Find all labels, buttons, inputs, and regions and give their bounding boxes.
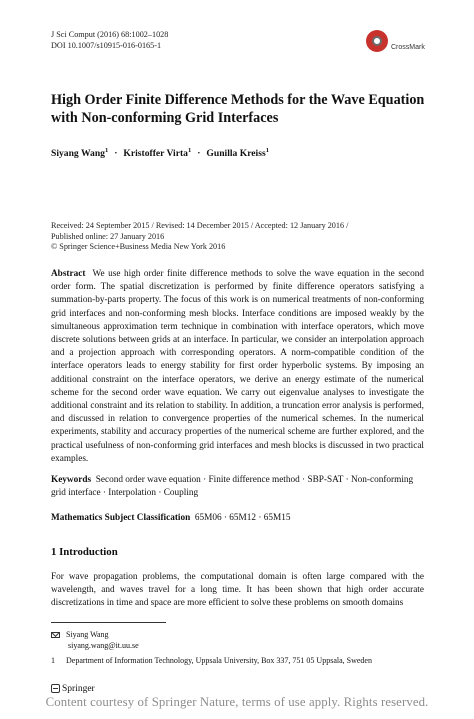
affiliation: [51, 656, 372, 667]
affiliation-number: 1: [51, 656, 55, 665]
paper-title: High Order Finite Difference Methods for the Wave Equation with Non-conforming Grid Interfaces: [51, 92, 425, 126]
doi-link[interactable]: DOI 10.1007/s10915-016-0165-1: [51, 40, 162, 50]
author-affiliation-mark: 1: [187, 147, 192, 154]
author-name[interactable]: Siyang Wang: [51, 148, 105, 160]
envelope-icon: [51, 632, 60, 638]
email-link[interactable]: siyang.wang@it.uu.se: [68, 640, 139, 650]
journal-header: [51, 30, 168, 51]
abstract: [51, 268, 424, 466]
publisher-name: Springer: [62, 684, 95, 694]
abstract-label: Abstract: [51, 269, 86, 279]
introduction-text: For wave propagation problems, the computational domain is often large compared with the wavelength, and waves travel for a long time. It has been shown that high order accurate discretizations in time and space are more efficient to solve these problems on smooth domains: [51, 572, 424, 609]
keywords-label: Keywords: [51, 475, 92, 485]
msc-codes: 65M06 · 65M12 · 65M15: [194, 513, 291, 523]
footnote-divider: [51, 622, 166, 623]
keywords-text: Second order wave equation · Finite difference method · SBP-SAT · Non-conforming grid interface · Interpolation · Coupling: [51, 475, 414, 499]
subject-classification: [51, 512, 424, 525]
courtesy-notice: Content courtesy of Springer Nature, terms of use apply. Rights reserved.: [45, 695, 429, 709]
received-revised-accepted: Received: 24 September 2015 / Revised: 14 December 2015 / Accepted: 12 January 2016 /: [51, 221, 349, 230]
journal-citation: J Sci Comput (2016) 68:1002–1028: [51, 30, 169, 39]
author-name[interactable]: Gunilla Kreiss: [206, 148, 266, 160]
author-list: [51, 147, 269, 159]
copyright: © Springer Science+Business Media New York 2016: [51, 242, 226, 251]
author-name[interactable]: Kristoffer Virta: [123, 148, 188, 160]
author-separator: ·: [114, 148, 118, 160]
crossmark-label: CrossMark: [391, 43, 425, 51]
corresponding-author: Siyang Wang: [66, 630, 109, 639]
crossmark-badge[interactable]: [366, 30, 425, 52]
author-separator: ·: [197, 148, 201, 160]
springer-horse-icon: [51, 684, 60, 693]
msc-label: Mathematics Subject Classification: [51, 513, 191, 523]
published-online: Published online: 27 January 2016: [51, 231, 165, 241]
author-affiliation-mark: 1: [104, 147, 109, 154]
affiliation-text: Department of Information Technology, Uppsala University, Box 337, 751 05 Uppsala, Sweden: [66, 656, 372, 665]
publication-dates: [51, 221, 431, 253]
crossmark-icon: [366, 30, 388, 52]
section-heading: 1 Introduction: [51, 546, 118, 558]
publisher-mark: [51, 684, 95, 694]
keywords: [51, 474, 424, 500]
author-affiliation-mark: 1: [265, 147, 269, 154]
abstract-text: We use high order finite difference methods to solve the wave equation in the second order form. The spatial discretization is performed by finite difference operators satisfying a summation-by-parts property. The focus of this work is on numerical treatments of non-conforming grid interfaces and non-conforming mesh blocks. Interface conditions are imposed weakly by the simultaneous approximation term technique in combination with interface operators, which move discrete solutions between grids at an interface. In particular, we consider an interpolation approach and a projection approach with corresponding operators. A norm-compatible condition of the interface operators leads to energy stability for first order hyperbolic systems. By imposing an additional constraint on the interface operators, we derive an energy estimate of the numerical scheme for the second order wave equation. We carry out eigenvalue analyses to investigate the additional constraint and its relation to stability. In addition, a truncation error analysis is performed, and discussed in relation to convergence properties of the numerical schemes. In the numerical experiments, stability and accuracy properties of the numerical scheme are further explored, and the practical usefulness of non-conforming grid interfaces and mesh blocks is discussed in two practical examples.: [51, 269, 425, 464]
correspondence: [51, 630, 139, 651]
